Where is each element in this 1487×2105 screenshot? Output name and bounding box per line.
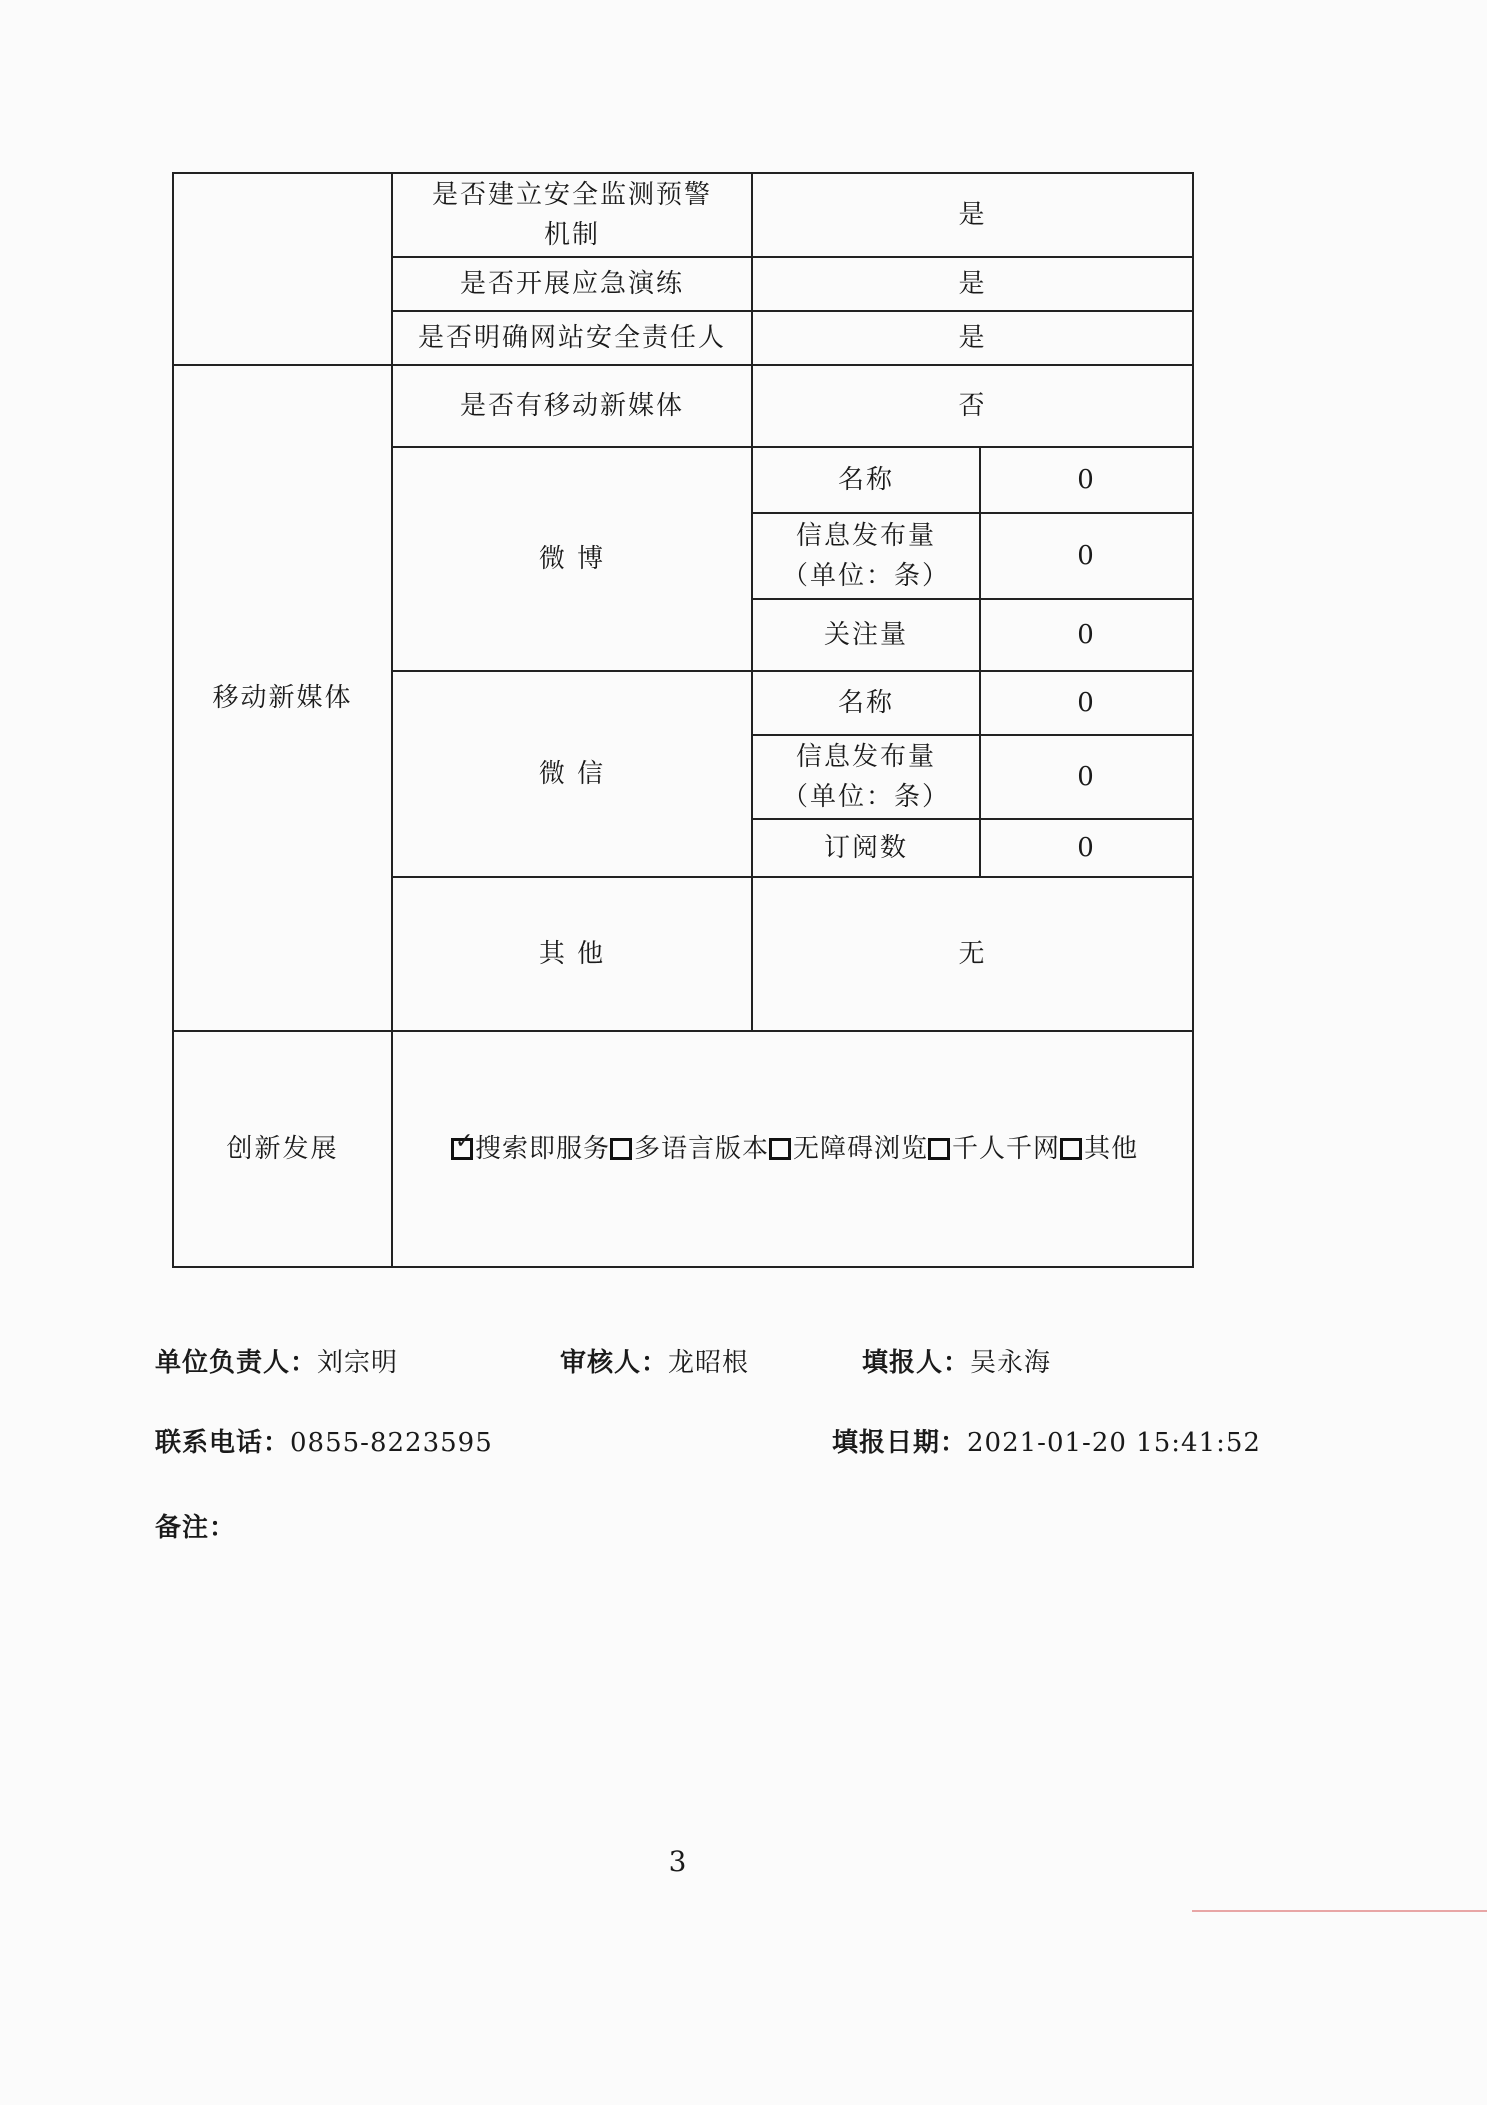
phone-value: 0855-8223595 <box>290 1428 493 1458</box>
row-label-line: 是否建立安全监测预警 <box>431 180 712 210</box>
row-value: 是 <box>752 311 1193 365</box>
section-label-cell <box>173 173 392 365</box>
section-label-mobile: 移动新媒体 <box>173 365 392 1031</box>
reviewer <box>560 1342 749 1379</box>
report-table <box>172 172 1194 1268</box>
unit-head-label: 单位负责人： <box>155 1348 318 1378</box>
row-label: 是否有移动新媒体 <box>392 365 752 447</box>
checkbox-icon[interactable] <box>1060 1138 1082 1160</box>
date-label: 填报日期： <box>832 1428 968 1458</box>
sub-label: 名称 <box>752 671 980 735</box>
sub-value: 0 <box>980 599 1193 671</box>
unit-head <box>155 1342 398 1379</box>
section-label-innovation: 创新发展 <box>173 1031 392 1267</box>
sub-value: 0 <box>980 671 1193 735</box>
sub-value: 0 <box>980 447 1193 513</box>
sub-label-line: 信息发布量 <box>795 742 936 772</box>
wechat-label: 微 信 <box>392 671 752 877</box>
checkbox-icon[interactable] <box>928 1138 950 1160</box>
innovation-option[interactable] <box>769 1129 928 1169</box>
checkbox-icon[interactable] <box>610 1138 632 1160</box>
option-label: 搜索即服务 <box>475 1134 611 1164</box>
date-value: 2021-01-20 15:41:52 <box>967 1428 1261 1458</box>
row-value: 否 <box>752 365 1193 447</box>
reviewer-value: 龙昭根 <box>668 1348 750 1378</box>
option-label: 多语言版本 <box>634 1134 770 1164</box>
decorative-line <box>1192 1910 1487 1912</box>
sub-label <box>752 735 980 819</box>
fill-date <box>832 1422 1261 1459</box>
checkbox-checked-icon[interactable]: ✓ <box>451 1138 473 1160</box>
innovation-option[interactable] <box>610 1129 769 1169</box>
unit-head-value: 刘宗明 <box>317 1348 399 1378</box>
row-label <box>392 173 752 257</box>
innovation-option[interactable] <box>451 1129 610 1169</box>
innovation-option[interactable] <box>1060 1129 1138 1169</box>
other-label: 其 他 <box>392 877 752 1031</box>
checkbox-icon[interactable] <box>769 1138 791 1160</box>
phone-label: 联系电话： <box>155 1428 291 1458</box>
option-label: 无障碍浏览 <box>793 1134 929 1164</box>
sub-value: 0 <box>980 735 1193 819</box>
sub-label-line: （单位：条） <box>781 782 950 812</box>
reviewer-label: 审核人： <box>560 1348 669 1378</box>
row-value: 是 <box>752 173 1193 257</box>
other-value: 无 <box>752 877 1193 1031</box>
option-label: 千人千网 <box>952 1134 1061 1164</box>
filler-label: 填报人： <box>862 1348 971 1378</box>
sub-value: 0 <box>980 513 1193 599</box>
filler-value: 吴永海 <box>970 1348 1052 1378</box>
innovation-options <box>392 1031 1193 1267</box>
sub-label: 关注量 <box>752 599 980 671</box>
filler <box>862 1342 1051 1379</box>
table-row <box>173 365 1193 447</box>
row-label-line: 机制 <box>543 220 600 250</box>
table-row <box>173 173 1193 257</box>
row-label: 是否明确网站安全责任人 <box>392 311 752 365</box>
sub-label <box>752 513 980 599</box>
sub-label-line: （单位：条） <box>781 561 950 591</box>
contact-phone <box>155 1422 493 1459</box>
weibo-label: 微 博 <box>392 447 752 671</box>
sub-label-line: 信息发布量 <box>795 521 936 551</box>
sub-label: 名称 <box>752 447 980 513</box>
page-number: 3 <box>668 1845 687 1878</box>
option-label: 其他 <box>1084 1134 1139 1164</box>
remarks-label: 备注： <box>155 1513 237 1543</box>
row-value: 是 <box>752 257 1193 311</box>
sub-label: 订阅数 <box>752 819 980 877</box>
table-row <box>173 1031 1193 1267</box>
remarks <box>155 1507 236 1544</box>
sub-value: 0 <box>980 819 1193 877</box>
row-label: 是否开展应急演练 <box>392 257 752 311</box>
innovation-option[interactable] <box>928 1129 1060 1169</box>
